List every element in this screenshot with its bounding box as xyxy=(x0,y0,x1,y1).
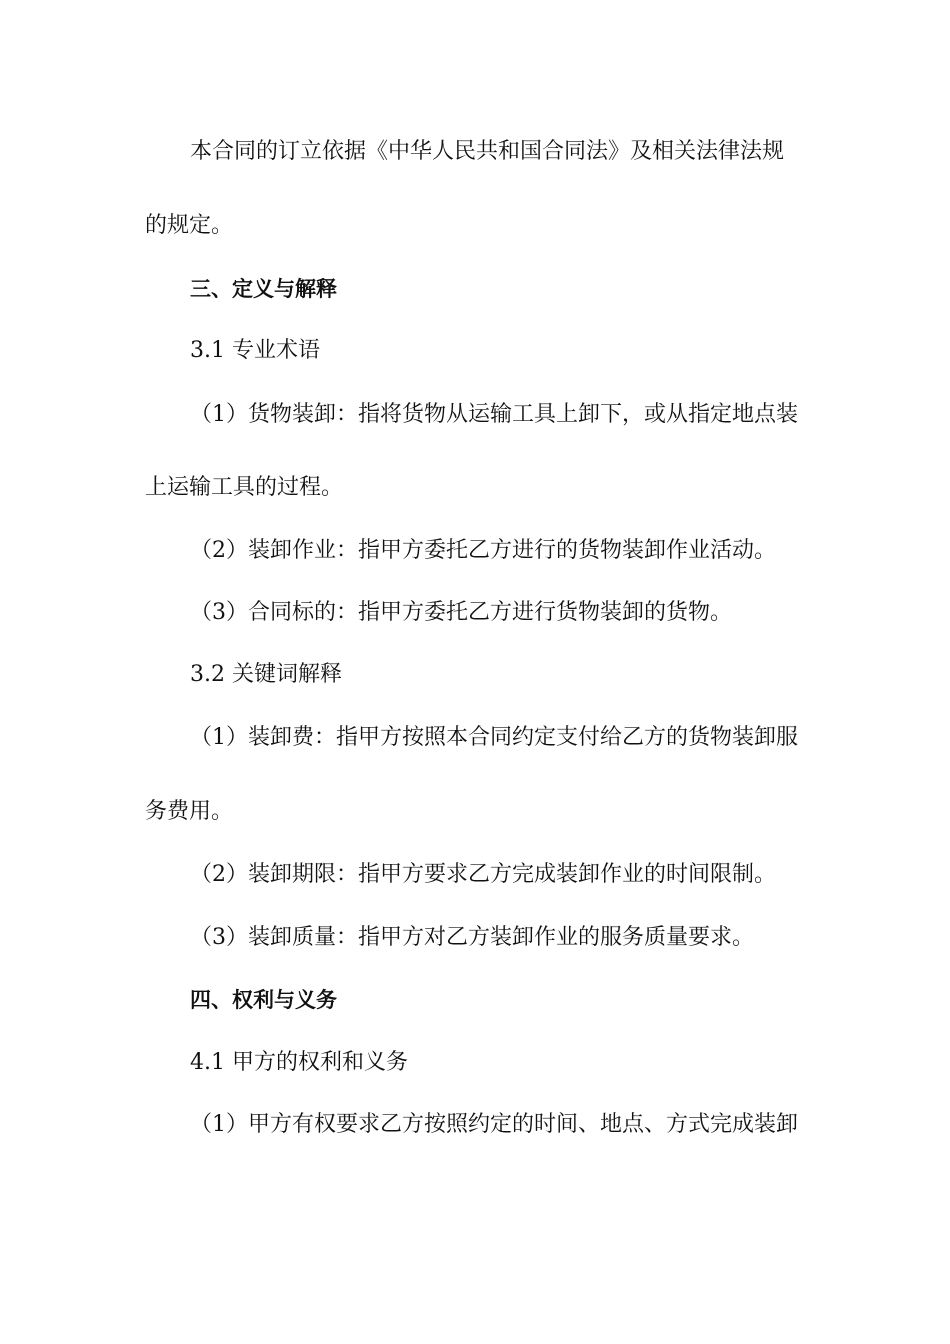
keyword-1-line-2: 务费用。 xyxy=(145,799,234,824)
section-4-heading: 四、权利与义务 xyxy=(190,988,337,1012)
paragraph-basis-line-1: 本合同的订立依据《中华人民共和国合同法》及相关法律法规 xyxy=(190,139,785,164)
keyword-3: （3）装卸质量：指甲方对乙方装卸作业的服务质量要求。 xyxy=(190,925,754,950)
definition-3: （3）合同标的：指甲方委托乙方进行货物装卸的货物。 xyxy=(190,600,732,625)
section-3-heading: 三、定义与解释 xyxy=(190,277,337,301)
right-1-line-1: （1）甲方有权要求乙方按照约定的时间、地点、方式完成装卸 xyxy=(190,1112,798,1137)
definition-1-line-2: 上运输工具的过程。 xyxy=(145,475,344,500)
paragraph-basis-line-2: 的规定。 xyxy=(145,213,234,238)
keyword-1-line-1: （1）装卸费：指甲方按照本合同约定支付给乙方的货物装卸服 xyxy=(190,725,798,750)
subsection-3-1-heading: 3.1 专业术语 xyxy=(190,338,320,363)
subsection-4-1-heading: 4.1 甲方的权利和义务 xyxy=(190,1050,408,1075)
definition-2: （2）装卸作业：指甲方委托乙方进行的货物装卸作业活动。 xyxy=(190,538,776,563)
subsection-3-2-heading: 3.2 关键词解释 xyxy=(190,662,342,687)
keyword-2: （2）装卸期限：指甲方要求乙方完成装卸作业的时间限制。 xyxy=(190,862,776,887)
definition-1-line-1: （1）货物装卸：指将货物从运输工具上卸下，或从指定地点装 xyxy=(190,402,798,427)
